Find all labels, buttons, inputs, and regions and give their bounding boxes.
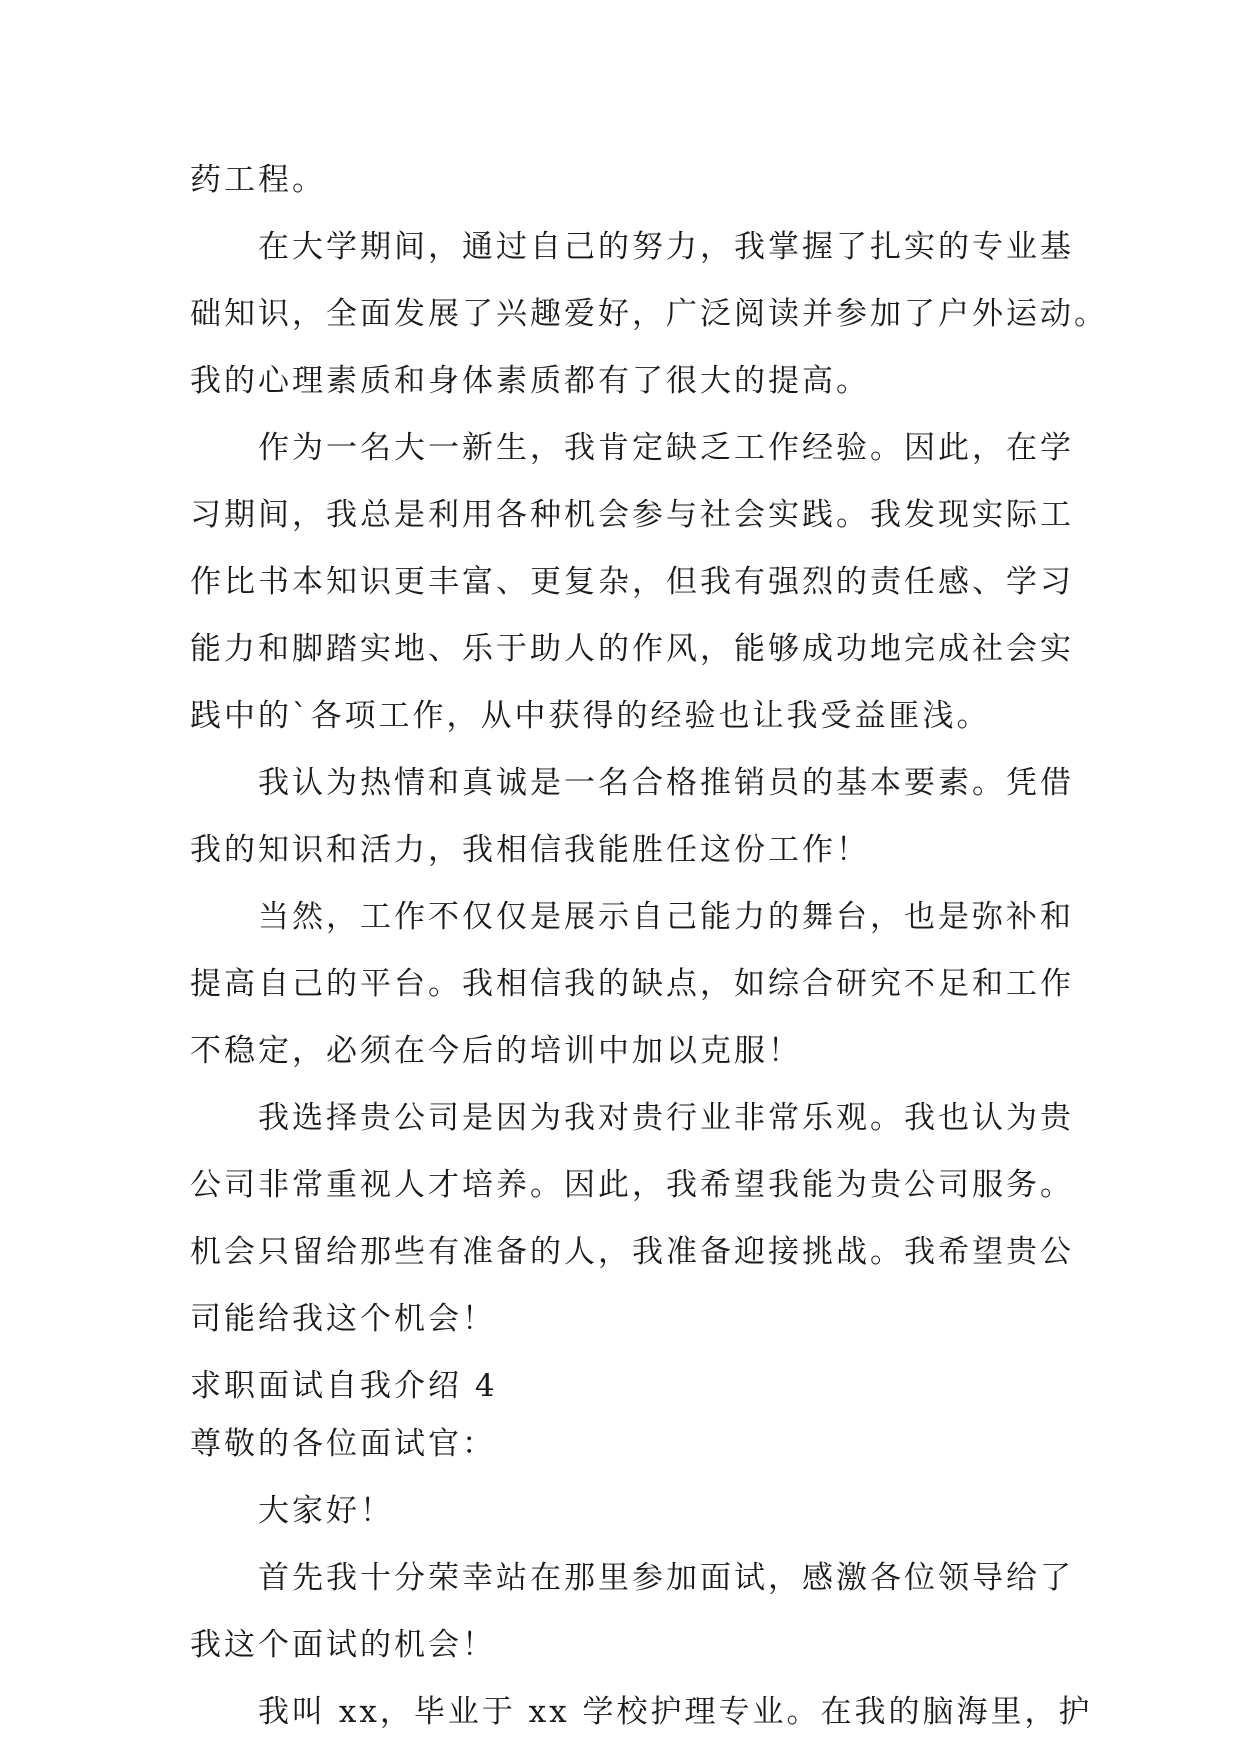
text-line: 不稳定，必须在今后的培训中加以克服！ xyxy=(190,1033,802,1069)
paragraph-start-line: 我选择贵公司是因为我对贵行业非常乐观。我也认为贵 xyxy=(258,1100,1074,1136)
greeting-line: 大家好！ xyxy=(258,1493,394,1529)
document-body xyxy=(190,160,1108,1759)
text-line: 机会只留给那些有准备的人，我准备迎接挑战。我希望贵公 xyxy=(190,1234,1074,1270)
salutation-line: 尊敬的各位面试官： xyxy=(190,1426,496,1462)
paragraph-start-line: 当然，工作不仅仅是展示自己能力的舞台，也是弥补和 xyxy=(258,899,1074,935)
text-line: 作比书本知识更丰富、更复杂，但我有强烈的责任感、学习 xyxy=(190,564,1074,600)
text-line: 药工程。 xyxy=(190,162,326,198)
paragraph-start-line: 在大学期间，通过自己的努力，我掌握了扎实的专业基 xyxy=(258,229,1074,265)
text-line: 践中的`各项工作，从中获得的经验也让我受益匪浅。 xyxy=(190,698,991,734)
text-line: 习期间，我总是利用各种机会参与社会实践。我发现实际工 xyxy=(190,497,1074,533)
text-line: 能力和脚踏实地、乐于助人的作风，能够成功地完成社会实 xyxy=(190,631,1074,667)
text-line: 我的心理素质和身体素质都有了很大的提高。 xyxy=(190,363,870,399)
text-line: 我的知识和活力，我相信我能胜任这份工作！ xyxy=(190,832,870,868)
paragraph-start-line: 我叫 xx，毕业于 xx 学校护理专业。在我的脑海里，护 xyxy=(258,1694,1093,1730)
text-line: 础知识，全面发展了兴趣爱好，广泛阅读并参加了户外运动。 xyxy=(190,296,1108,332)
paragraph-start-line: 首先我十分荣幸站在那里参加面试，感激各位领导给了 xyxy=(258,1560,1074,1596)
text-line: 提高自己的平台。我相信我的缺点，如综合研究不足和工作 xyxy=(190,966,1074,1002)
text-line: 公司非常重视人才培养。因此，我希望我能为贵公司服务。 xyxy=(190,1167,1074,1203)
paragraph-start-line: 我认为热情和真诚是一名合格推销员的基本要素。凭借 xyxy=(258,765,1074,801)
section-heading: 求职面试自我介绍 4 xyxy=(190,1368,498,1404)
text-line: 我这个面试的机会！ xyxy=(190,1627,496,1663)
paragraph-start-line: 作为一名大一新生，我肯定缺乏工作经验。因此，在学 xyxy=(258,430,1074,466)
text-line: 司能给我这个机会！ xyxy=(190,1301,496,1337)
